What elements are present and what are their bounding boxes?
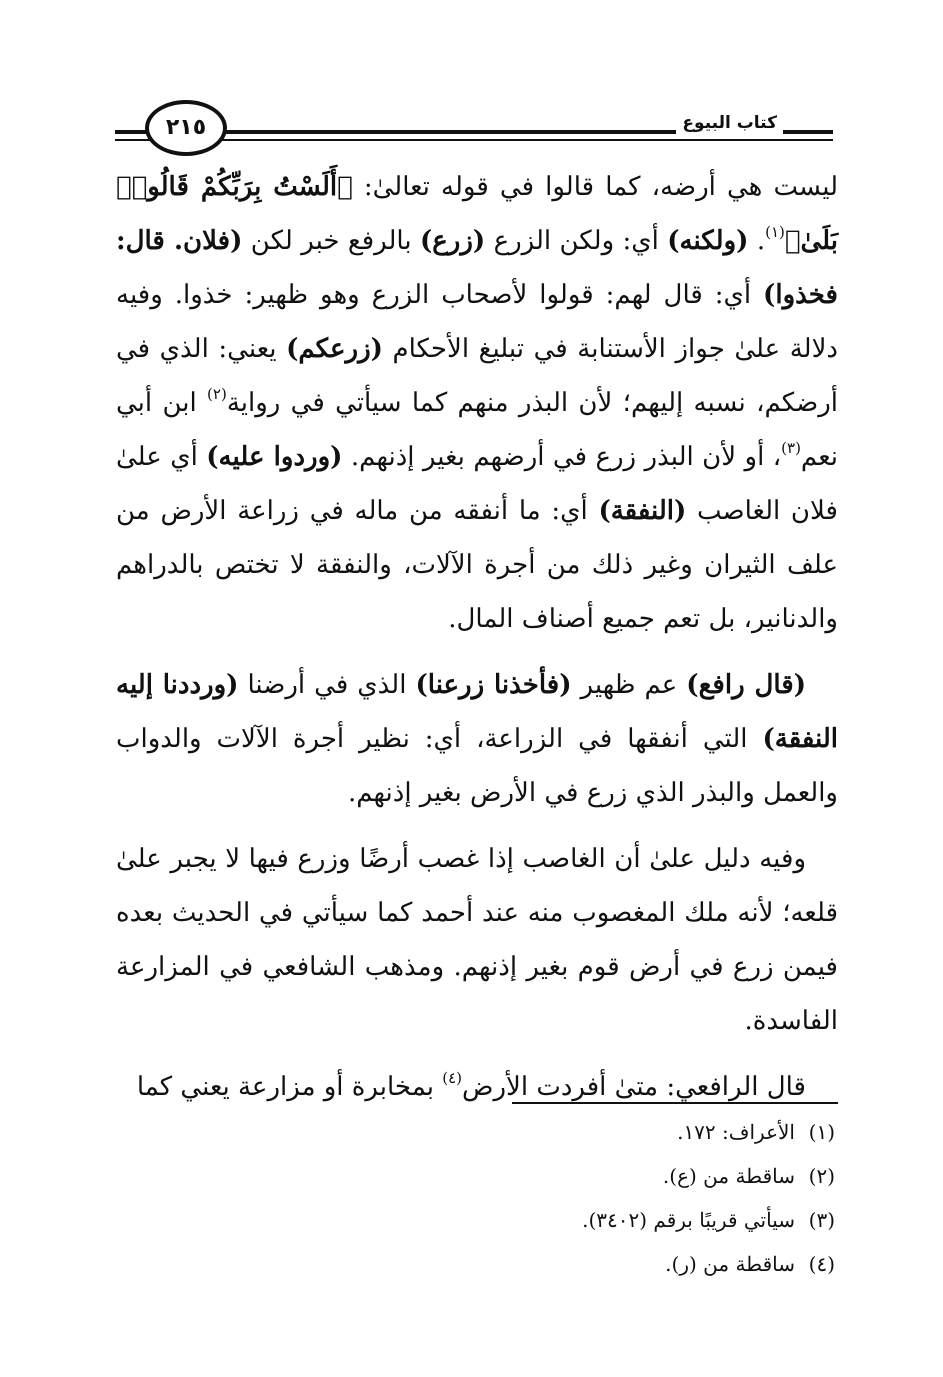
footnote-text: ساقطة من (ر). [665, 1252, 795, 1276]
footnote-number: (٢) [808, 1164, 835, 1188]
text-run: . [748, 226, 766, 256]
text-run: ، أو لأن البذر زرع في أرضهم بغير إذنهم. [342, 442, 782, 472]
footnote [113, 1154, 835, 1198]
bold-phrase: (زرع) [419, 226, 486, 256]
text-run: أي: ولكن الزرع [485, 226, 668, 256]
footnote-ref-3: (٣) [781, 439, 801, 457]
paragraph-4 [116, 1060, 838, 1114]
bold-phrase: (النفقة) [598, 496, 687, 526]
footnote-separator [512, 1102, 838, 1104]
text-run: ابن أبي نعم [116, 388, 839, 472]
text-run: يعني: الذي في أرضكم، نسبه إليهم؛ لأن البذر منهم كما سيأتي في رواية [116, 334, 838, 418]
footnote-number: (٣) [808, 1208, 835, 1232]
footnote-text: سيأتي قريبًا برقم (٣٤٠٢). [582, 1208, 795, 1232]
bold-phrase: (فلان. قال: فخذوا) [116, 226, 838, 310]
footnote-number: (١) [808, 1120, 835, 1144]
text-run: قال الرافعي: متىٰ أفردت الأرض [462, 1072, 806, 1102]
footnote [113, 1198, 835, 1242]
text-run: التي أنفقها في الزراعة، أي: نظير أجرة الآلات والدواب والعمل والبذر الذي زرع في الأرض بغير إذنهم. [116, 724, 838, 808]
footnote-number: (٤) [808, 1252, 835, 1276]
page-number: ٢١٥ [165, 115, 207, 140]
running-title: كتاب البيوع [676, 112, 783, 134]
footnote-ref-2: (٢) [207, 385, 227, 403]
text-run: عم ظهير [571, 670, 687, 700]
text-run: بمخابرة أو مزارعة يعني كما [136, 1072, 443, 1102]
text-run: أي: قال لهم: قولوا لأصحاب الزرع وهو ظهير: خذوا. وفيه دلالة علىٰ جواز الأستنابة في تبليغ الأحكام [116, 280, 839, 364]
bold-phrase: (وردوا عليه) [206, 442, 343, 472]
bold-phrase: (قال رافع) [686, 670, 807, 700]
bold-phrase: (ولكنه) [667, 226, 749, 256]
footnote-text: الأعراف: ١٧٢. [677, 1120, 795, 1144]
footnote [113, 1110, 835, 1154]
footnote [113, 1242, 835, 1286]
text-run: ليست هي أرضه، كما قالوا في قوله تعالىٰ: [352, 172, 839, 202]
text-run: الذي في أرضنا [238, 670, 416, 700]
footnotes [113, 1110, 835, 1286]
bold-phrase: (زرعكم) [286, 334, 383, 364]
paragraph-3 [116, 832, 838, 1048]
paragraph-2 [116, 658, 838, 820]
text-run: وفيه دليل علىٰ أن الغاصب إذا غصب أرضًا وزرع فيها لا يجبر علىٰ قلعه؛ لأنه ملك المغصوب منه عند أحمد كما سيأتي في الحديث بعده فيمن زرع في أرض قوم بغير إذنهم. ومذهب الشافعي في المزارعة الفاسدة. [116, 844, 838, 1036]
quran-verse: ﴿أَلَسْتُ بِرَبِّكُمْ قَالُوا۟ بَلَىٰ﴾ [116, 172, 839, 256]
footnote-text: ساقطة من (ع). [662, 1164, 795, 1188]
bold-phrase: (ورددنا إليه النفقة) [116, 670, 838, 754]
page-number-badge [145, 100, 227, 156]
page-header [115, 98, 833, 160]
text-run: أي: ما أنفقه من ماله في زراعة الأرض من علف الثيران وغير ذلك من أجرة الآلات، والنفقة لا تختص بالدراهم والدنانير، بل تعم جميع أصناف المال. [116, 496, 838, 634]
paragraph-1 [116, 160, 838, 646]
footnote-ref-4: (٤) [442, 1069, 463, 1087]
header-rule-thin [215, 139, 833, 141]
main-text [116, 160, 838, 1114]
bold-phrase: (فأخذنا زرعنا) [415, 670, 572, 700]
text-run: أي علىٰ فلان الغاصب [116, 442, 838, 526]
footnote-ref-1: (١) [765, 223, 785, 241]
text-run: بالرفع خبر لكن [242, 226, 420, 256]
